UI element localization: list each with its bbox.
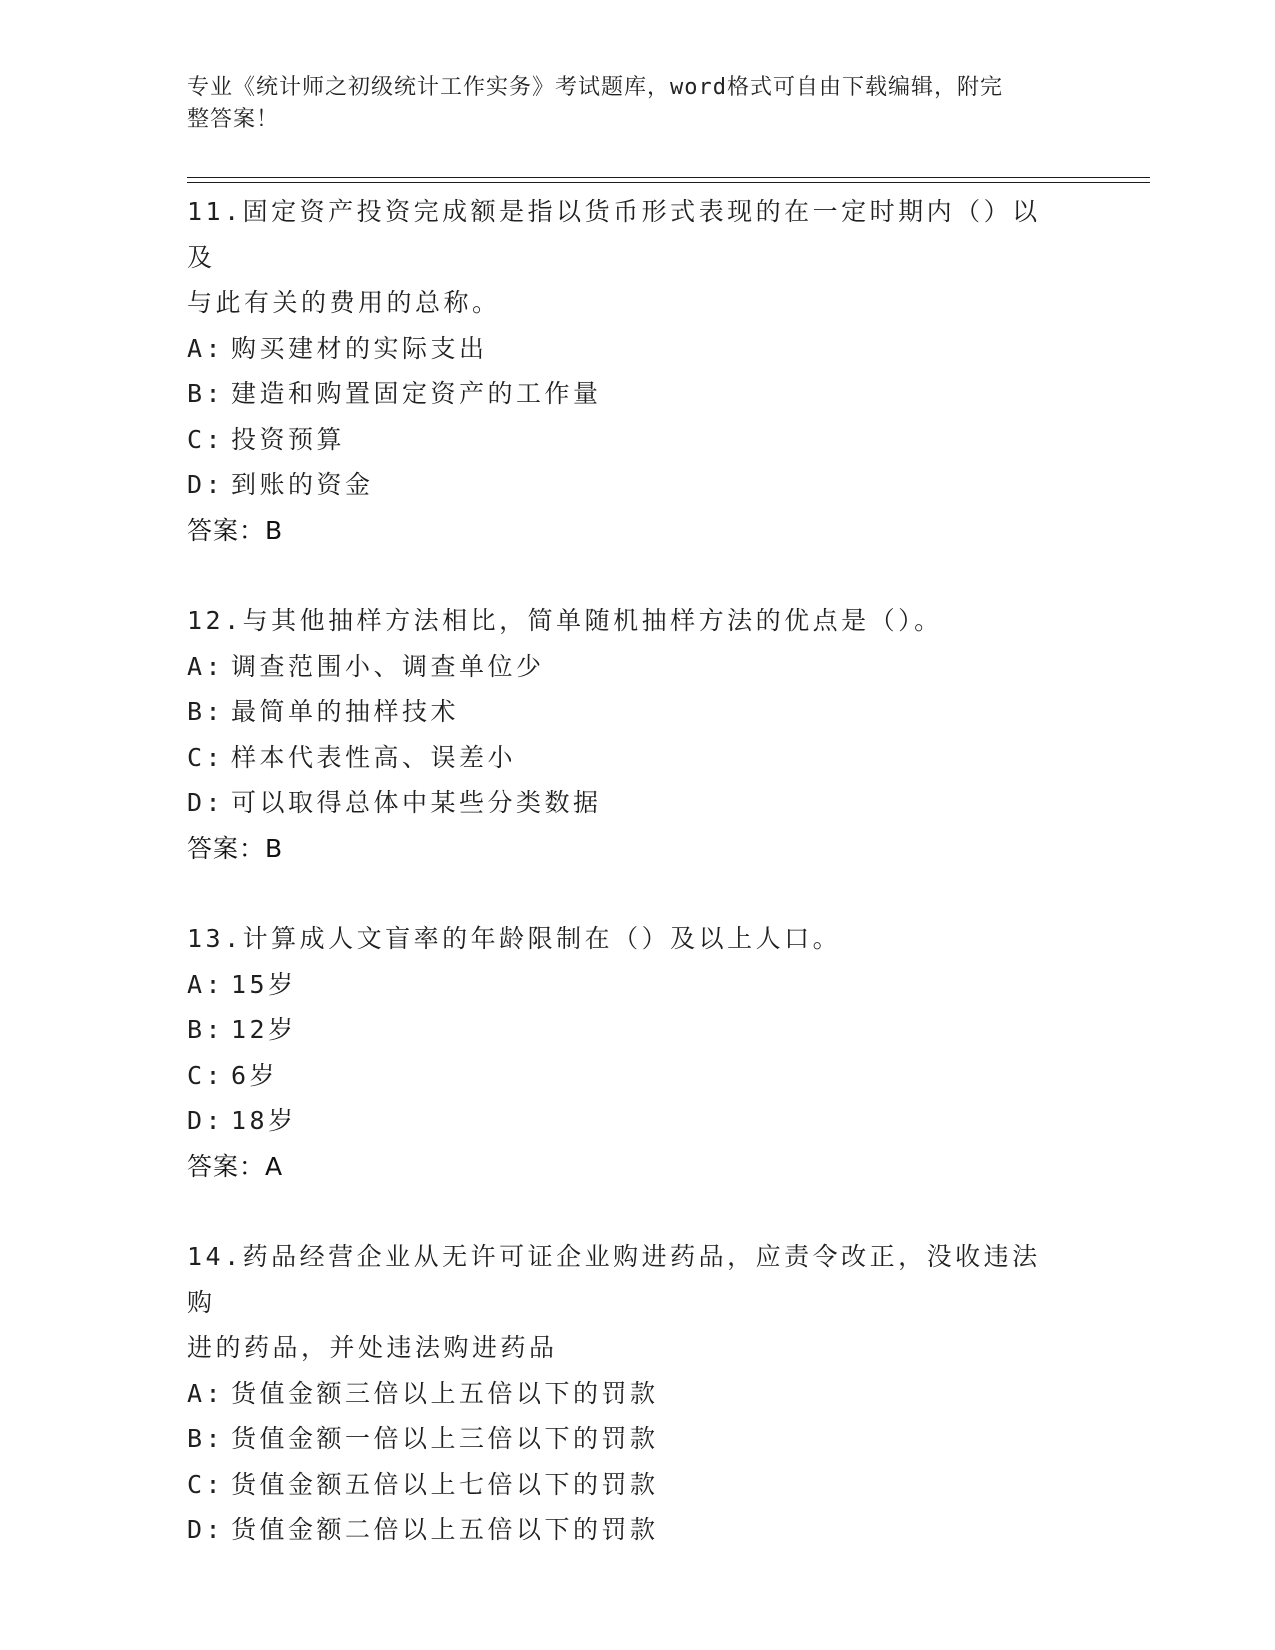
question-13 bbox=[187, 916, 1087, 1189]
option-key: D: bbox=[187, 1106, 225, 1135]
option-d bbox=[187, 780, 1087, 826]
option-key: C: bbox=[187, 1060, 225, 1090]
option-b bbox=[187, 1416, 1087, 1462]
option-b bbox=[187, 371, 1087, 417]
option-key: A: bbox=[187, 333, 225, 363]
option-key: D: bbox=[187, 788, 225, 817]
answer-line: 答案：B bbox=[187, 515, 284, 545]
option-a bbox=[187, 326, 1087, 372]
answer-line: 答案：A bbox=[187, 1151, 284, 1181]
question-list bbox=[187, 189, 1087, 1598]
header-line-2: 整答案！ bbox=[187, 107, 280, 132]
option-c bbox=[187, 1462, 1087, 1508]
option-text: 15岁 bbox=[231, 969, 297, 999]
option-a bbox=[187, 962, 1087, 1008]
option-d bbox=[187, 1098, 1087, 1144]
question-stem-line: 14.药品经营企业从无许可证企业购进药品，应责令改正，没收违法购 bbox=[187, 1242, 1041, 1317]
option-c bbox=[187, 735, 1087, 781]
header-divider-bottom bbox=[187, 182, 1150, 183]
option-key: B: bbox=[187, 1015, 225, 1044]
question-14 bbox=[187, 1234, 1087, 1553]
question-12 bbox=[187, 598, 1087, 871]
option-text: 18岁 bbox=[231, 1106, 297, 1135]
option-text: 投资预算 bbox=[231, 424, 346, 454]
option-key: A: bbox=[187, 651, 225, 681]
option-text: 最简单的抽样技术 bbox=[231, 697, 460, 726]
header-line-1: 专业《统计师之初级统计工作实务》考试题库，word格式可自由下载编辑，附完 bbox=[187, 75, 1003, 100]
option-key: B: bbox=[187, 1424, 225, 1453]
option-key: B: bbox=[187, 697, 225, 726]
question-stem-line: 13.计算成人文盲率的年龄限制在（）及以上人口。 bbox=[187, 924, 842, 953]
option-b bbox=[187, 689, 1087, 735]
option-text: 12岁 bbox=[231, 1015, 297, 1044]
option-a bbox=[187, 644, 1087, 690]
option-key: B: bbox=[187, 379, 225, 408]
answer-line: 答案：B bbox=[187, 833, 284, 863]
option-text: 可以取得总体中某些分类数据 bbox=[231, 788, 602, 817]
option-text: 调查范围小、调查单位少 bbox=[231, 651, 545, 681]
question-11 bbox=[187, 189, 1087, 553]
option-text: 购买建材的实际支出 bbox=[231, 333, 488, 363]
document-header bbox=[187, 72, 1067, 136]
option-text: 货值金额一倍以上三倍以下的罚款 bbox=[231, 1424, 659, 1453]
option-key: C: bbox=[187, 424, 225, 454]
option-key: C: bbox=[187, 742, 225, 772]
option-a bbox=[187, 1371, 1087, 1417]
option-text: 货值金额三倍以上五倍以下的罚款 bbox=[231, 1378, 659, 1408]
option-text: 货值金额五倍以上七倍以下的罚款 bbox=[231, 1469, 659, 1499]
header-divider-top bbox=[187, 177, 1150, 178]
option-text: 6岁 bbox=[231, 1060, 279, 1090]
option-key: D: bbox=[187, 470, 225, 499]
option-c bbox=[187, 417, 1087, 463]
question-stem-line: 12.与其他抽样方法相比，简单随机抽样方法的优点是（）。 bbox=[187, 606, 943, 635]
question-stem-line: 与此有关的费用的总称。 bbox=[187, 288, 501, 317]
option-text: 到账的资金 bbox=[231, 470, 374, 499]
option-key: C: bbox=[187, 1469, 225, 1499]
option-c bbox=[187, 1053, 1087, 1099]
question-stem-line: 进的药品，并处违法购进药品 bbox=[187, 1333, 558, 1362]
option-d bbox=[187, 1507, 1087, 1553]
option-key: A: bbox=[187, 969, 225, 999]
option-b bbox=[187, 1007, 1087, 1053]
question-stem-line: 11.固定资产投资完成额是指以货币形式表现的在一定时期内（）以及 bbox=[187, 197, 1041, 272]
option-key: A: bbox=[187, 1378, 225, 1408]
option-text: 建造和购置固定资产的工作量 bbox=[231, 379, 602, 408]
option-text: 货值金额二倍以上五倍以下的罚款 bbox=[231, 1515, 659, 1544]
option-key: D: bbox=[187, 1515, 225, 1544]
option-d bbox=[187, 462, 1087, 508]
option-text: 样本代表性高、误差小 bbox=[231, 742, 517, 772]
